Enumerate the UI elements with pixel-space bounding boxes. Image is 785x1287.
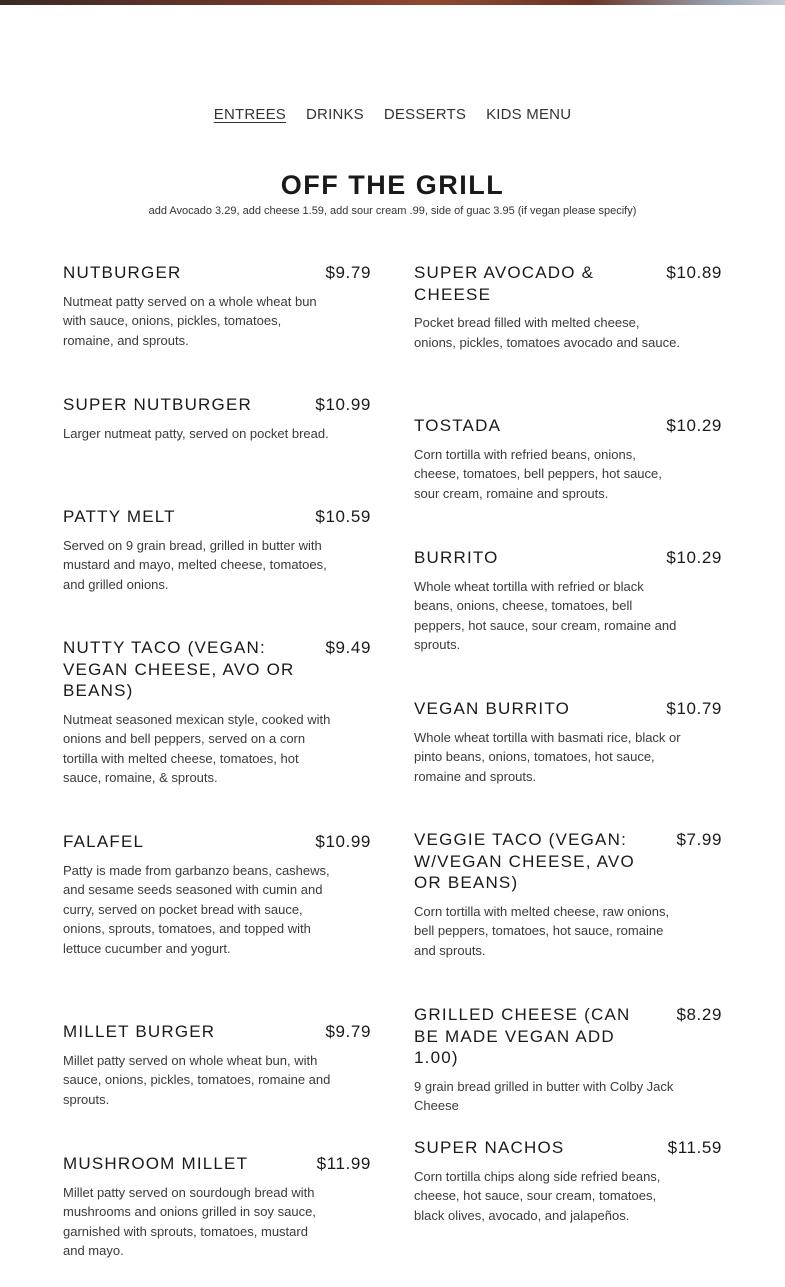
- menu-item-price: $11.59: [667, 1138, 722, 1157]
- menu-item-price: $10.29: [666, 548, 722, 567]
- menu-item-name: TOSTADA: [414, 416, 502, 435]
- menu-item: [414, 1004, 722, 1116]
- menu-item-description: Corn tortilla with refried beans, onions, cheese, tomatoes, bell peppers, hot sauce, sour cream, romaine and sprouts.: [414, 446, 662, 501]
- menu-item: [414, 1137, 722, 1225]
- menu-item-name: PATTY MELT: [63, 507, 176, 526]
- hero-image-strip: [0, 0, 785, 5]
- menu-item-price: $9.49: [325, 638, 371, 657]
- menu-item-description: Nutmeat patty served on a whole wheat bun with sauce, onions, pickles, tomatoes, romaine, and sprouts.: [63, 293, 317, 348]
- nav-link-entrees[interactable]: ENTREES: [213, 106, 287, 123]
- menu-item-description: Corn tortilla with melted cheese, raw onions, bell peppers, tomatoes, hot sauce, romaine and sprouts.: [414, 903, 670, 958]
- menu-item-description: Millet patty served on whole wheat bun, with sauce, onions, pickles, tomatoes, romaine and sprouts.: [63, 1052, 331, 1107]
- menu-item-description: Larger nutmeat patty, served on pocket bread.: [63, 425, 329, 441]
- menu-item-price: $10.99: [315, 395, 371, 414]
- menu-item: [414, 262, 722, 352]
- menu-item: [63, 1153, 371, 1261]
- menu-item: [63, 637, 371, 788]
- menu-item-price: $10.29: [666, 416, 722, 435]
- menu-item-description: Millet patty served on sourdough bread with mushrooms and onions grilled in soy sauce, garnished with sprouts, tomatoes, mustard and mayo.: [63, 1184, 316, 1259]
- menu-item-name: MUSHROOM MILLET: [63, 1154, 249, 1173]
- menu-item-name: SUPER NACHOS: [414, 1138, 565, 1157]
- section-addons-note: add Avocado 3.29, add cheese 1.59, add sour cream .99, side of guac 3.95 (if vegan please specify): [148, 205, 637, 217]
- menu-item: [63, 394, 371, 443]
- menu-item-name: MILLET BURGER: [63, 1022, 216, 1041]
- menu-item-price: $10.99: [315, 832, 371, 851]
- menu-item: [63, 831, 371, 958]
- menu-item-price: $11.99: [316, 1154, 371, 1173]
- menu-item-description: Nutmeat seasoned mexican style, cooked with onions and bell peppers, served on a corn tortilla with melted cheese, tomatoes, hot sauce, romaine, & sprouts.: [63, 711, 331, 786]
- menu-item: [63, 1021, 371, 1109]
- menu-item-description: Pocket bread filled with melted cheese, onions, pickles, tomatoes avocado and sauce.: [414, 315, 680, 350]
- menu-item-description: Served on 9 grain bread, grilled in butter with mustard and mayo, melted cheese, tomatoes, and grilled onions.: [63, 537, 327, 592]
- menu-item: [414, 829, 722, 960]
- menu-item-price: $9.79: [325, 1022, 371, 1041]
- menu-item-name: NUTBURGER: [63, 263, 182, 282]
- menu-item-price: $9.79: [325, 263, 371, 282]
- menu-item-name: SUPER NUTBURGER: [63, 395, 252, 414]
- menu-item-price: $10.89: [666, 263, 722, 282]
- menu-item-description: Whole wheat tortilla with basmati rice, black or pinto beans, onions, tomatoes, hot sauce, romaine and sprouts.: [414, 729, 681, 784]
- nav-link-kids-menu[interactable]: KIDS MENU: [486, 106, 572, 123]
- menu-item-price: $10.59: [315, 507, 371, 526]
- menu-item-name: NUTTY TACO (VEGAN: VEGAN CHEESE, AVO OR BEANS): [63, 638, 295, 700]
- section-title: OFF THE GRILL: [280, 170, 505, 200]
- menu-item-name: GRILLED CHEESE (CAN BE MADE VEGAN ADD 1.00): [414, 1005, 631, 1067]
- menu-item: [63, 506, 371, 594]
- menu-item-name: BURRITO: [414, 548, 499, 567]
- menu-item-description: Patty is made from garbanzo beans, cashews, and sesame seeds seasoned with cumin and curry, served on pocket bread with sauce, onions, sprouts, tomatoes, and topped with lettuce cucumber and yogurt.: [63, 862, 330, 956]
- menu-item-price: $10.79: [666, 699, 722, 718]
- menu-item-price: $8.29: [676, 1005, 722, 1024]
- menu-item: [63, 262, 371, 350]
- menu-item-name: VEGAN BURRITO: [414, 699, 571, 718]
- menu-item-description: Corn tortilla chips along side refried beans, cheese, hot sauce, sour cream, tomatoes, black olives, avocado, and jalapeños.: [414, 1168, 661, 1223]
- menu-item: [414, 547, 722, 655]
- menu-item-name: FALAFEL: [63, 832, 145, 851]
- menu-item: [414, 415, 722, 503]
- nav-link-desserts[interactable]: DESSERTS: [383, 106, 467, 123]
- menu-item-name: VEGGIE TACO (VEGAN: W/VEGAN CHEESE, AVO OR BEANS): [414, 830, 635, 892]
- menu-item-price: $7.99: [676, 830, 722, 849]
- nav-link-drinks[interactable]: DRINKS: [306, 106, 364, 123]
- menu-item-name: SUPER AVOCADO & CHEESE: [414, 263, 595, 304]
- menu-item: [414, 698, 722, 786]
- menu-item-description: 9 grain bread grilled in butter with Colby Jack Cheese: [414, 1078, 674, 1114]
- menu-category-nav: [0, 106, 785, 123]
- menu-item-description: Whole wheat tortilla with refried or black beans, onions, cheese, tomatoes, bell peppers, hot sauce, sour cream, romaine and sprouts.: [414, 578, 677, 653]
